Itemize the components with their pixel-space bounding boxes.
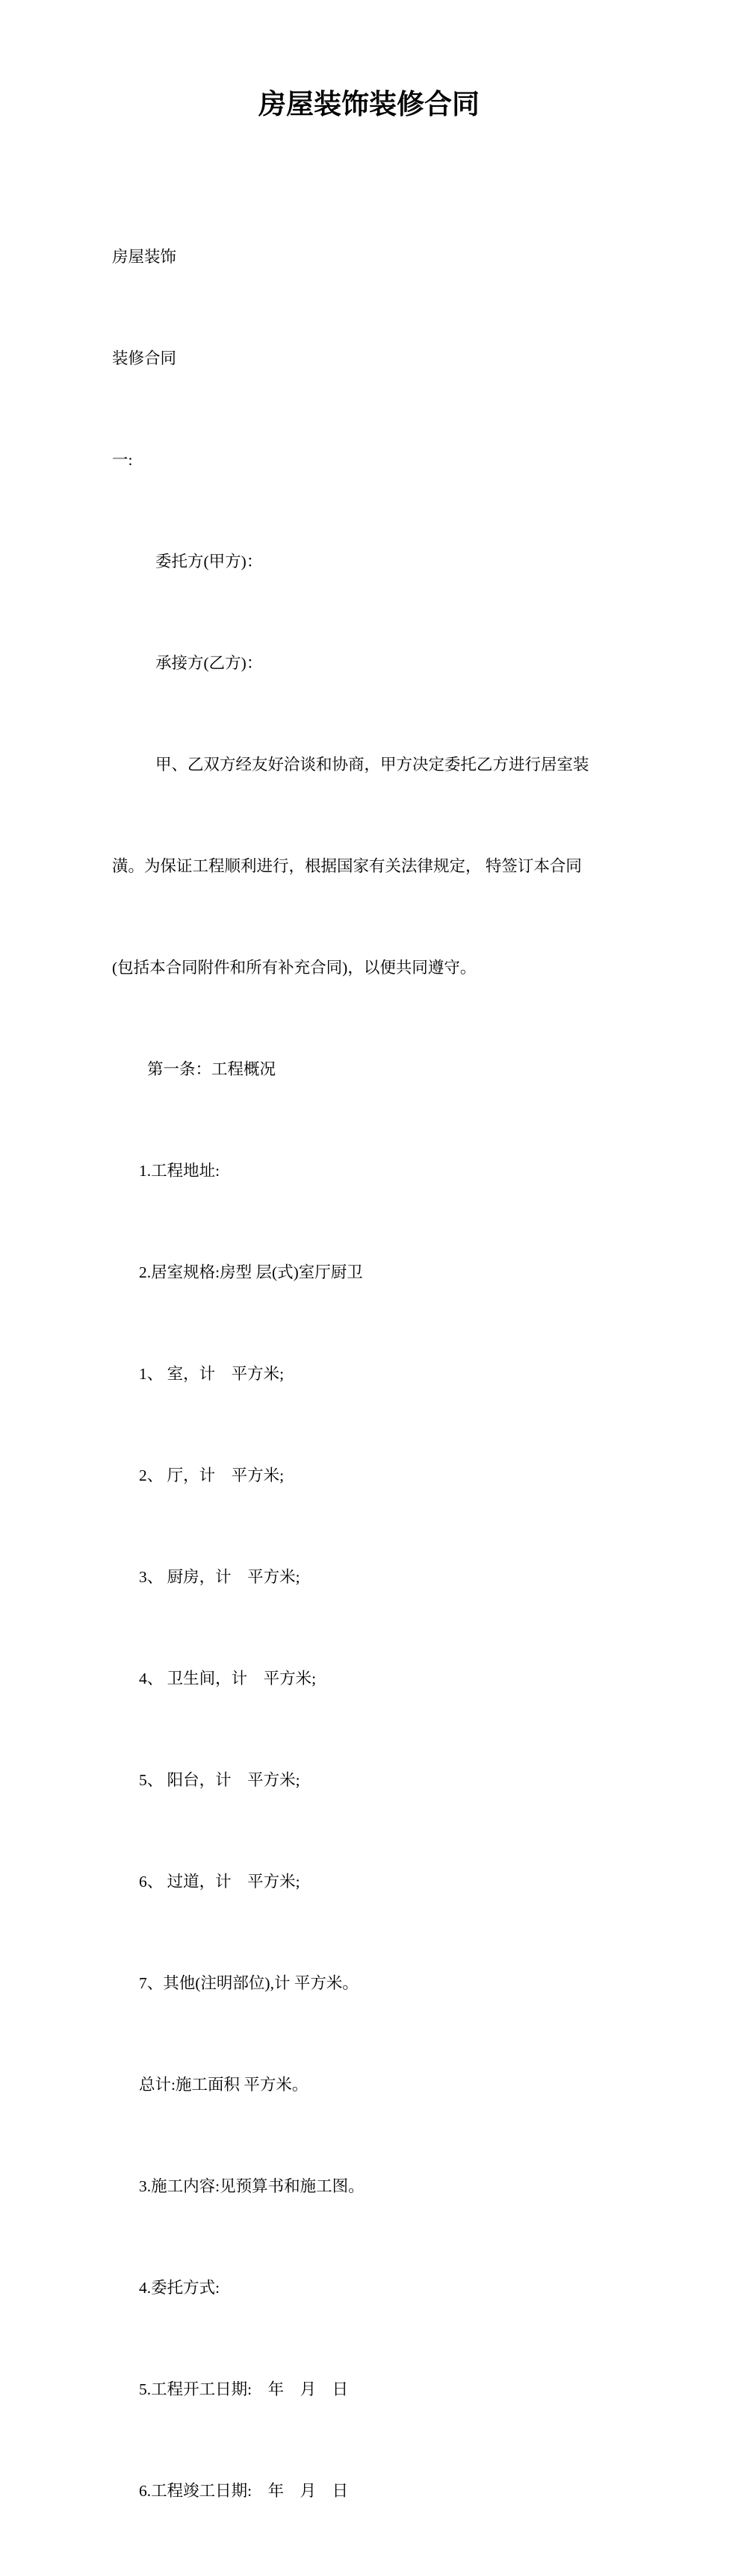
text-line: 1、 室，计 平方米; [139,1365,285,1384]
text-line: 总计:施工面积 平方米。 [139,2076,308,2094]
text-line: 6、 过道，计 平方米; [139,1873,300,1891]
text-line: 4、 卫生间，计 平方米; [139,1670,317,1688]
text-line: 7、其他(注明部位),计 平方米。 [139,1974,359,1993]
text-line: 2.居室规格:房型 层(式)室厅厨卫 [139,1263,363,1281]
text-line: 6.工程竣工日期: 年 月 日 [139,2482,349,2501]
text-line: 5.工程开工日期: 年 月 日 [139,2380,349,2399]
text-line: 3.施工内容:见预算书和施工图。 [139,2177,365,2196]
document-title: 房屋装饰装修合同 [258,90,480,120]
text-line: 4.委托方式: [139,2279,220,2297]
document-body [112,172,687,2576]
text-line: 甲、乙双方经友好洽谈和协商，甲方决定委托乙方进行居室装 [155,755,589,774]
text-line: 房屋装饰 [112,247,177,266]
text-line: 第一条：工程概况 [147,1060,276,1078]
text-line: 3、 厨房，计 平方米; [139,1568,300,1587]
text-line: (包括本合同附件和所有补充合同)，以便共同遵守。 [112,958,477,977]
text-line: 装修合同 [112,349,177,367]
text-line: 5、 阳台，计 平方米; [139,1771,300,1790]
text-line: 承接方(乙方)： [155,653,263,672]
text-line: 一: [112,450,133,469]
text-line: 潢。为保证工程顺利进行，根据国家有关法律规定， 特签订本合同 [112,856,582,875]
text-line: 委托方(甲方)： [155,552,263,570]
text-line: 1.工程地址: [139,1161,220,1180]
text-line: 2、 厅，计 平方米; [139,1466,285,1485]
